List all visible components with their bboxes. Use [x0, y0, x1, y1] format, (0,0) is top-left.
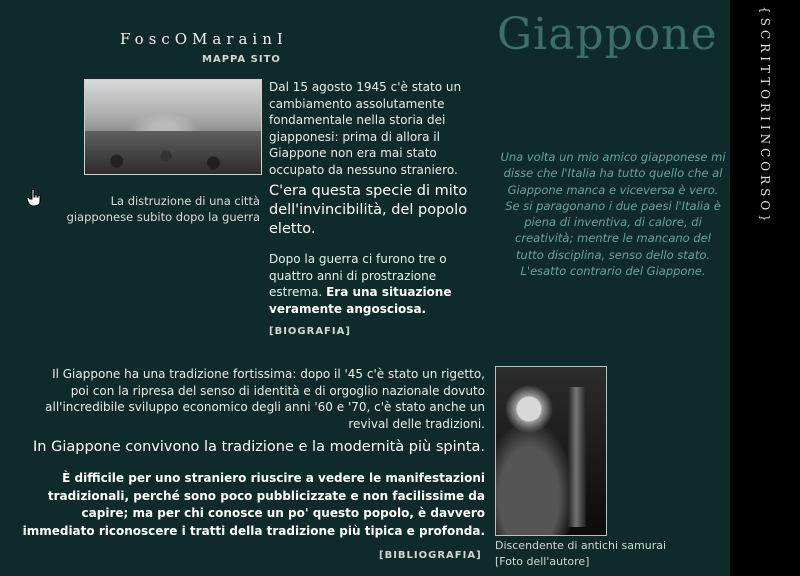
- author-brand[interactable]: FoscOMarainI: [120, 30, 288, 48]
- intro-postwar-paragraph: [269, 251, 469, 317]
- samurai-caption-line: Discendente di antichi samurai: [495, 539, 667, 552]
- intro-paragraph: Dal 15 agosto 1945 c'è stato un cambiamento assolutamente fondamentale nella storia dei giapponesi: prima di allora il Giappone non era mai stato occupato da nessuno straniero.: [269, 80, 462, 177]
- tradition-paragraph: Il Giappone ha una tradizione fortissima: dopo il '45 c'è stato un rigetto, poi con la ripresa del senso di identità e di orgoglio nazionale dovuto all'incredibile sviluppo economico degli anni '60 e '70, c'è stato anche un revival delle tradizioni.: [45, 367, 485, 431]
- friend-quote: Una volta un mio amico giapponese mi disse che l'Italia ha tutto quello che al Giappone manca e viceversa è vero. Se si paragonano i due paesi l'Italia è piena di inventiva, di calore, di creatività; mentre le mancano del tutto disciplina, senso dello stato. L'esatto contrario del Giappone.: [500, 150, 726, 279]
- biography-link[interactable]: [BIOGRAFIA]: [269, 326, 351, 337]
- bibliography-link[interactable]: [BIBLIOGRAFIA]: [379, 550, 482, 561]
- samurai-descendant-photo: [495, 366, 607, 536]
- destroyed-city-caption: La distruzione di una città giapponese subito dopo la guerra: [66, 194, 260, 224]
- photo-credit: [Foto dell'autore]: [495, 554, 590, 568]
- tradition-highlight: In Giappone convivono la tradizione e la modernità più spinta.: [33, 439, 485, 455]
- intro-postwar-text: Dopo la guerra ci furono tre o quattro anni di prostrazione estrema.: [269, 252, 447, 299]
- site-map-link[interactable]: MAPPA SITO: [202, 54, 281, 65]
- vertical-sidebar: [730, 0, 800, 576]
- tradition-bold-paragraph: È difficile per uno straniero riuscire a vedere le manifestazioni tradizionali, perché sono poco pubblicizzate e non facilissime da capire; ma per chi conosce un po' questo popolo, è davvero immediato riconoscere i tratti della tradizione più tipica e profonda.: [22, 471, 485, 538]
- hand-pointer-icon: [26, 189, 42, 207]
- destroyed-city-photo: [84, 79, 262, 175]
- samurai-photo-caption: [495, 538, 695, 569]
- intro-postwar-bold: Era una situazione veramente angosciosa.: [269, 285, 452, 316]
- page-title: Giappone: [497, 9, 718, 60]
- scrittori-in-corso-label[interactable]: {SCRITTORIINCORSO}: [758, 6, 772, 226]
- intro-highlight: C'era questa specie di mito dell'invincibilità, del popolo eletto.: [269, 183, 468, 237]
